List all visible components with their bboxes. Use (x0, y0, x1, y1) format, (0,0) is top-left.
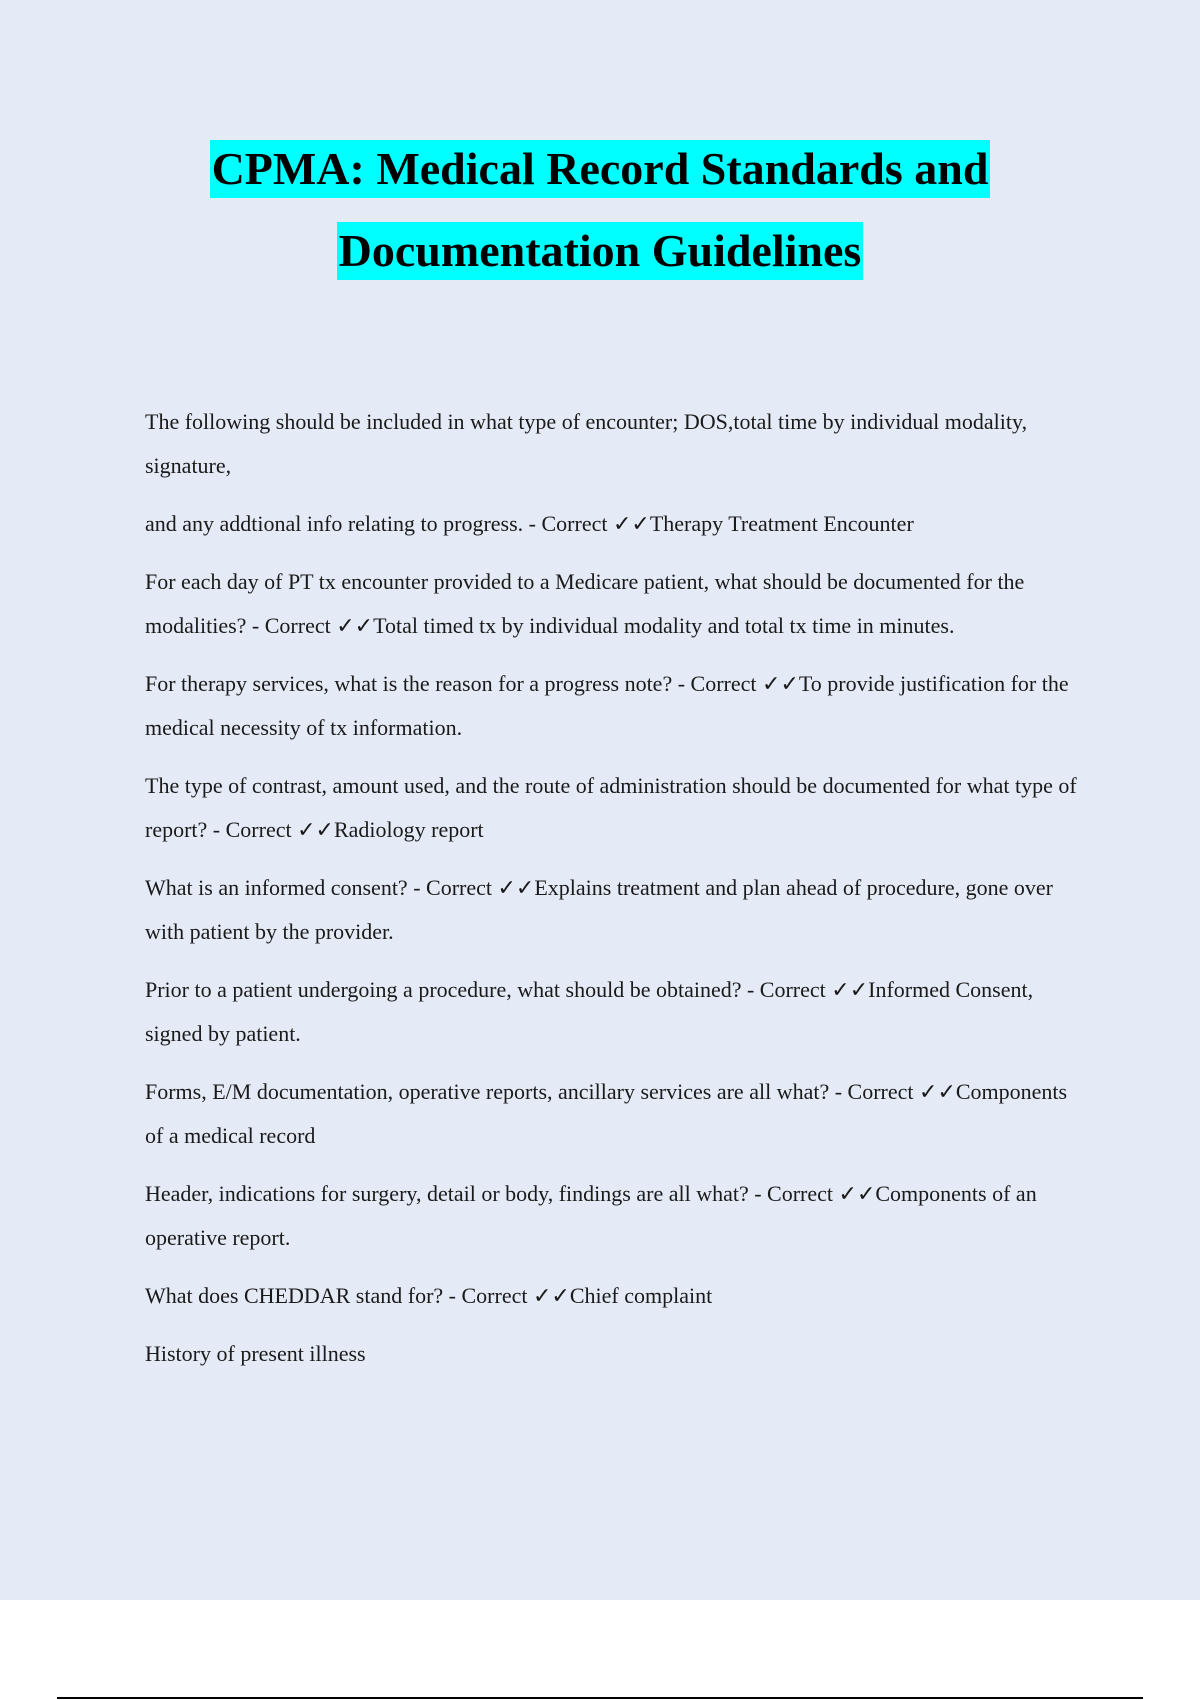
paragraph: and any addtional info relating to progress. - Correct ✓✓Therapy Treatment Encounter (145, 511, 914, 536)
paragraph: The following should be included in what type of encounter; DOS,total time by individual modality, signature, (145, 409, 1028, 478)
title-line-1: CPMA: Medical Record Standards and (210, 140, 991, 198)
paragraph: For each day of PT tx encounter provided to a Medicare patient, what should be documented for the modalities? - Correct ✓✓Total timed tx by individual modality and total tx time in minutes. (145, 569, 1025, 638)
document-body (145, 400, 1085, 1390)
paragraph: Forms, E/M documentation, operative reports, ancillary services are all what? - Correct ✓✓Components of a medical record (145, 1079, 1068, 1148)
title-line-2: Documentation Guidelines (337, 222, 864, 280)
page-title (0, 140, 1200, 304)
paragraph: What does CHEDDAR stand for? - Correct ✓✓Chief complaint (145, 1283, 713, 1308)
paragraph: The type of contrast, amount used, and the route of administration should be documented for what type of report? - Correct ✓✓Radiology report (145, 773, 1077, 842)
paragraph: Header, indications for surgery, detail or body, findings are all what? - Correct ✓✓Components of an operative report. (145, 1181, 1037, 1250)
paragraph: History of present illness (145, 1341, 366, 1366)
paragraph: What is an informed consent? - Correct ✓✓Explains treatment and plan ahead of procedure, gone over with patient by the provider. (145, 875, 1053, 944)
footer-divider (57, 1697, 1143, 1699)
paragraph: Prior to a patient undergoing a procedure, what should be obtained? - Correct ✓✓Informed Consent, signed by patient. (145, 977, 1034, 1046)
paragraph: For therapy services, what is the reason for a progress note? - Correct ✓✓To provide justification for the medical necessity of tx information. (145, 671, 1069, 740)
